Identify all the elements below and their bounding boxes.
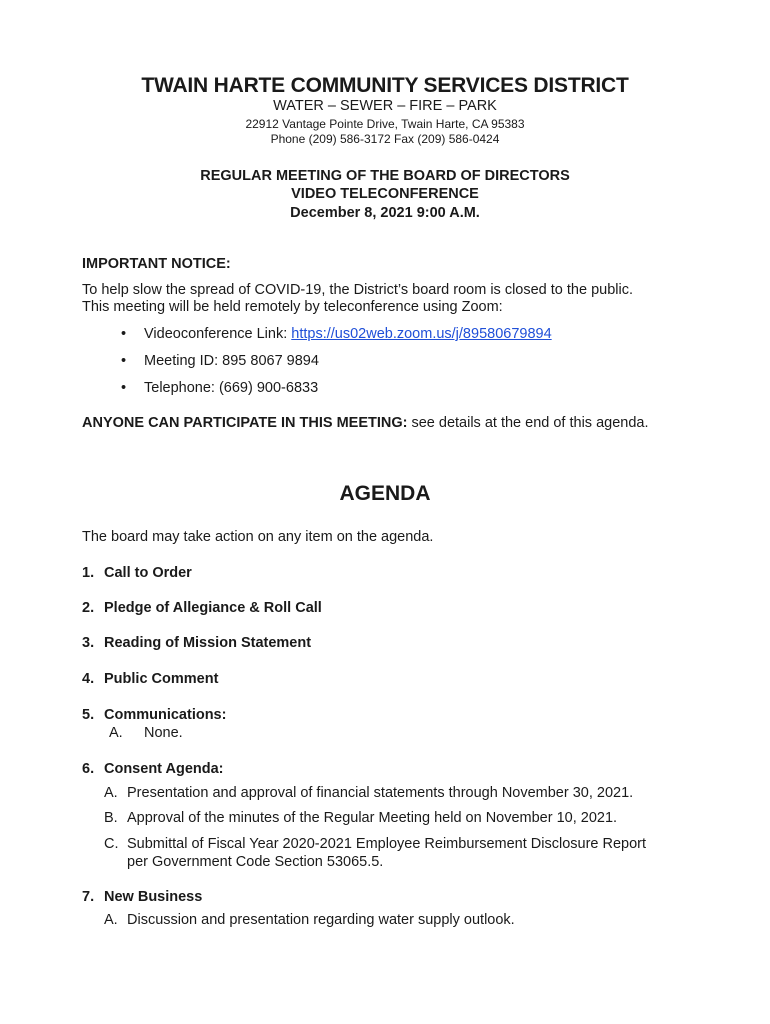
organization-name: TWAIN HARTE COMMUNITY SERVICES DISTRICT xyxy=(141,74,629,97)
bullet-telephone: Telephone: (669) 900-6833 xyxy=(144,380,319,396)
meeting-format: VIDEO TELECONFERENCE xyxy=(291,186,479,202)
item-number: 2. xyxy=(82,600,95,616)
item-title: Reading of Mission Statement xyxy=(104,635,312,651)
item-number: 3. xyxy=(82,635,95,651)
subitem-text: Discussion and presentation regarding water supply outlook. xyxy=(127,912,515,928)
participation-note xyxy=(82,415,649,431)
item-number: 4. xyxy=(82,671,95,687)
subitem-letter: B. xyxy=(104,810,118,826)
bullet-meeting-id: Meeting ID: 895 8067 9894 xyxy=(144,353,319,369)
subitem-letter: A. xyxy=(104,912,118,928)
item-title: Communications: xyxy=(104,707,227,723)
participation-text: see details at the end of this agenda. xyxy=(407,415,649,431)
item-title: Public Comment xyxy=(104,671,219,687)
subitem-letter: A. xyxy=(109,725,123,741)
bullet-icon: • xyxy=(121,353,127,369)
subitem-text: None. xyxy=(144,725,183,741)
organization-phone-fax: Phone (209) 586-3172 Fax (209) 586-0424 xyxy=(270,132,500,146)
subitem-text: Submittal of Fiscal Year 2020-2021 Employee Reimbursement Disclosure Report xyxy=(127,836,647,852)
zoom-link[interactable]: https://us02web.zoom.us/j/89580679894 xyxy=(291,326,552,342)
bullet-icon: • xyxy=(121,380,127,396)
subitem-letter: C. xyxy=(104,836,119,852)
notice-heading: IMPORTANT NOTICE: xyxy=(82,256,231,272)
bullet-videoconference xyxy=(144,326,552,342)
item-title: Call to Order xyxy=(104,565,192,581)
organization-address: 22912 Vantage Pointe Drive, Twain Harte, CA 95383 xyxy=(245,117,525,131)
notice-body-line: This meeting will be held remotely by teleconference using Zoom: xyxy=(82,299,503,315)
organization-services: WATER – SEWER – FIRE – PARK xyxy=(273,98,497,114)
item-number: 5. xyxy=(82,707,95,723)
subitem-letter: A. xyxy=(104,785,118,801)
notice-body-line: To help slow the spread of COVID-19, the District’s board room is closed to the public. xyxy=(82,282,633,298)
item-title: Pledge of Allegiance & Roll Call xyxy=(104,600,322,616)
item-title: New Business xyxy=(104,889,203,905)
item-number: 1. xyxy=(82,565,95,581)
subitem-text-continued: per Government Code Section 53065.5. xyxy=(127,854,384,870)
item-number: 7. xyxy=(82,889,95,905)
meeting-date: December 8, 2021 9:00 A.M. xyxy=(290,205,480,221)
item-number: 6. xyxy=(82,761,95,777)
videoconference-label: Videoconference Link: xyxy=(144,326,292,342)
agenda-intro: The board may take action on any item on the agenda. xyxy=(82,529,434,545)
bullet-icon: • xyxy=(121,326,127,342)
item-title: Consent Agenda: xyxy=(104,761,224,777)
participation-heading: ANYONE CAN PARTICIPATE IN THIS MEETING: xyxy=(82,415,408,431)
subitem-text: Presentation and approval of financial statements through November 30, 2021. xyxy=(127,785,634,801)
subitem-text: Approval of the minutes of the Regular Meeting held on November 10, 2021. xyxy=(127,810,618,826)
agenda-title: AGENDA xyxy=(339,482,431,505)
meeting-title: REGULAR MEETING OF THE BOARD OF DIRECTORS xyxy=(200,168,570,184)
